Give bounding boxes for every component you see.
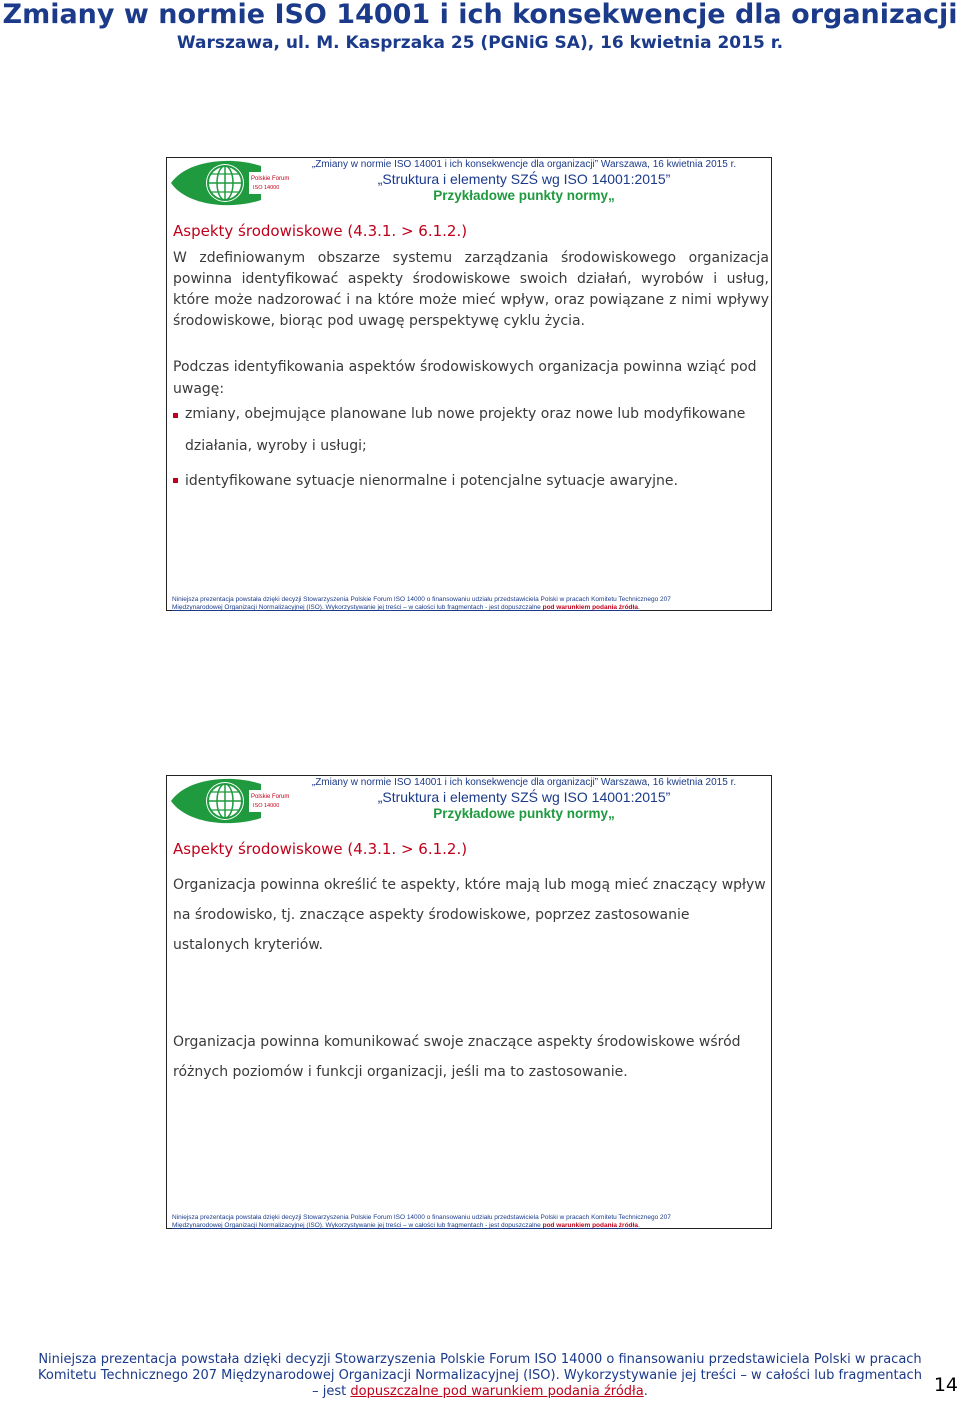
globe-leaf-logo-icon — [169, 158, 289, 208]
slide-footer-period: . — [637, 1222, 640, 1229]
slide-2 — [166, 775, 772, 1229]
page-footer-period: . — [643, 1384, 648, 1399]
page-number: 14 — [933, 1374, 958, 1396]
section-title: Aspekty środowiskowe (4.3.1. > 6.1.2.) — [173, 840, 468, 858]
page-footer — [0, 1352, 960, 1400]
paragraph: Organizacja powinna komunikować swoje znaczące aspekty środowiskowe wśród różnych poziomów i funkcji organizacji, jeśli ma to zastosowanie. — [173, 1034, 741, 1080]
slide-footer-source-note: pod warunkiem podania źródła — [542, 604, 638, 611]
logo-line-1: Polskie Forum — [251, 176, 289, 182]
square-bullet-icon — [173, 413, 178, 418]
slide-header-subtopic: Przykładowe punkty normy„ — [433, 188, 615, 203]
slide-footer-source-note: pod warunkiem podania źródła — [542, 1222, 638, 1229]
slide-footer-line-2: Międzynarodowej Organizacji Normalizacyjnej (ISO). Wykorzystywanie jej treści – w całości lub fragmentach - jest dopuszczalne — [172, 604, 543, 611]
page-footer-source-note: dopuszczalne pod warunkiem podania źródła — [350, 1384, 644, 1399]
page-header — [0, 0, 960, 54]
paragraph: W zdefiniowanym obszarze systemu zarządzania środowiskowego organizacja powinna identyfikować aspekty środowiskowe swoich działań, wyrobów i usług, które może nadzorować i na które może mieć wpływ, oraz powiązane z nimi wpływy środowiskowe, biorąc pod uwagę perspektywę cyklu życia. — [173, 250, 769, 329]
paragraph: Podczas identyfikowania aspektów środowiskowych organizacja powinna wziąć pod uwagę: — [173, 359, 757, 397]
slide-footer-line-2: Międzynarodowej Organizacji Normalizacyjnej (ISO). Wykorzystywanie jej treści – w całości lub fragmentach - jest dopuszczalne — [172, 1222, 543, 1229]
logo-line-1: Polskie Forum — [251, 794, 289, 800]
page-footer-line-1: Niniejsza prezentacja powstała dzięki decyzji Stowarzyszenia Polskie Forum ISO 14000 o finansowaniu przedstawiciela Polski w pracach — [38, 1352, 922, 1367]
slide-header-topic: „Struktura i elementy SZŚ wg ISO 14001:2015” — [377, 171, 671, 187]
slide-header-conference: „Zmiany w normie ISO 14001 i ich konsekwencje dla organizacji” Warszawa, 16 kwietnia 2015 r. — [311, 159, 737, 170]
page-title: Zmiany w normie ISO 14001 i ich konsekwencje dla organizacji — [2, 0, 958, 30]
slide-footer — [172, 596, 772, 612]
page-footer-line-2: Komitetu Technicznego 207 Międzynarodowej Organizacji Normalizacyjnej (ISO). Wykorzystywanie jej treści – w całości lub fragmentach — [38, 1368, 922, 1383]
paragraph: Organizacja powinna określić te aspekty, które mają lub mogą mieć znaczący wpływ na środowisko, tj. znaczące aspekty środowiskowe, poprzez zastosowanie ustalonych kryteriów. — [173, 877, 766, 953]
slide-footer — [172, 1214, 772, 1230]
slide-footer-line-1: Niniejsza prezentacja powstała dzięki decyzji Stowarzyszenia Polskie Forum ISO 14000 o finansowaniu udziału przedstawiciela Polski w pracach Komitetu Technicznego 207 — [172, 1214, 671, 1221]
slide-header-topic: „Struktura i elementy SZŚ wg ISO 14001:2015” — [377, 789, 671, 805]
page-footer-line-3: – jest — [312, 1384, 351, 1399]
globe-leaf-logo-icon — [169, 776, 289, 826]
square-bullet-icon — [173, 478, 178, 483]
slide-1 — [166, 157, 772, 611]
slide-footer-line-1: Niniejsza prezentacja powstała dzięki decyzji Stowarzyszenia Polskie Forum ISO 14000 o finansowaniu udziału przedstawiciela Polski w pracach Komitetu Technicznego 207 — [172, 596, 671, 603]
list-item-text: zmiany, obejmujące planowane lub nowe projekty oraz nowe lub modyfikowane działania, wyroby i usługi; — [185, 406, 746, 454]
slide-header-conference: „Zmiany w normie ISO 14001 i ich konsekwencje dla organizacji” Warszawa, 16 kwietnia 2015 r. — [311, 777, 737, 788]
slide-footer-period: . — [637, 604, 640, 611]
page-subtitle: Warszawa, ul. M. Kasprzaka 25 (PGNiG SA), 16 kwietnia 2015 r. — [176, 33, 784, 53]
slide-header-subtopic: Przykładowe punkty normy„ — [433, 806, 615, 821]
section-title: Aspekty środowiskowe (4.3.1. > 6.1.2.) — [173, 222, 468, 240]
logo-line-2: ISO 14000 — [253, 185, 280, 191]
list-item-text: identyfikowane sytuacje nienormalne i potencjalne sytuacje awaryjne. — [185, 473, 678, 489]
logo-line-2: ISO 14000 — [253, 803, 280, 809]
